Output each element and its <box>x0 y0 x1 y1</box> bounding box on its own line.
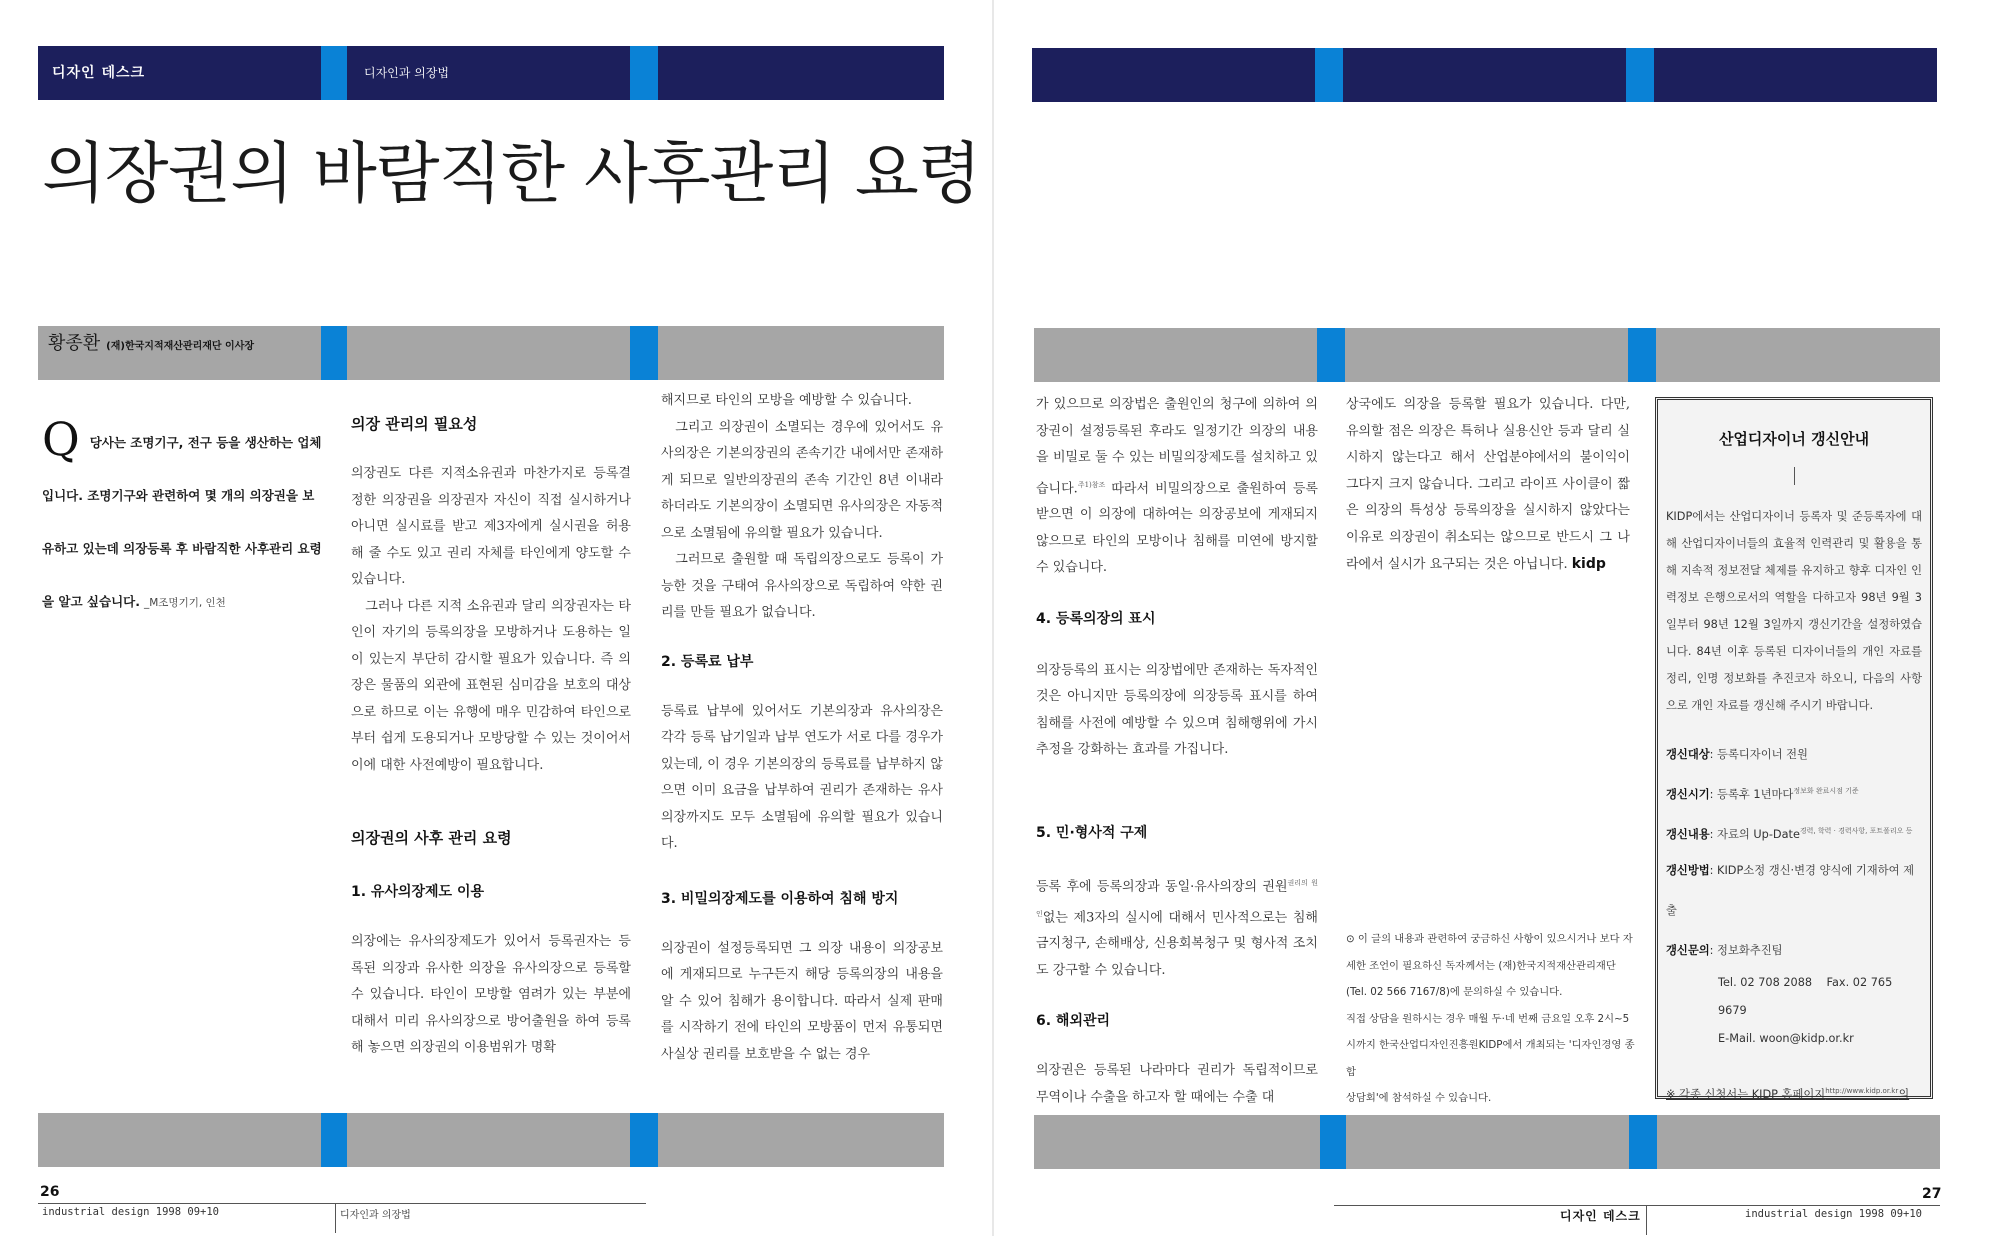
page-title: 의장권의 바람직한 사후관리 요령 <box>42 135 981 212</box>
footnote-marker: 권리의 원인 <box>1036 878 1318 918</box>
consultation-note <box>1346 926 1638 1138</box>
paragraph: 그리고 의장권이 소멸되는 경우에 있어서도 유사의장은 기본의장권의 존속기간 내에서만 존재하게 되므로 일반의장권의 존속 기간인 8년 이내라 하더라도 기본의장이 소멸되면 유사의장은 자동적으로 소멸됨에 유의할 필요가 있습니다. <box>661 419 943 541</box>
question-line: 입니다. 조명기구와 관련하여 몇 개의 의장권을 보 <box>42 488 315 503</box>
paragraph: 그러므로 출원할 때 독립의장으로도 등록이 가능한 것을 구태여 유사의장으로 독립하여 약한 권리를 만들 필요가 없습니다. <box>661 552 943 620</box>
topic-label: 디자인과 의장법 <box>364 66 449 80</box>
page-gutter <box>992 0 994 1236</box>
footer-rule <box>38 1203 646 1204</box>
paragraph: 의장권은 등록된 나라마다 권리가 독립적이므로 무역이나 수출을 하고자 할 때에는 수출 대 <box>1036 1063 1318 1105</box>
designer-renewal-notice <box>1655 397 1933 1099</box>
paragraph: 등록 후에 등록의장과 동일·유사의장의 권원$^{권리의 원인}$없는 제3자의 실시에 대해서 민사적으로는 침해금지청구, 손해배상, 신용회복청구 및 형사적 조치도 강구할 수 있습니다. <box>1036 878 1318 978</box>
notice-item: 갱신시기: 등록후 1년마다$^{정보화 완료시점 기준}$ <box>1666 786 1859 801</box>
note-line: 직접 상담을 원하시는 경우 매월 두·네 번째 금요일 오후 2시~5 <box>1346 1012 1630 1025</box>
author-affiliation: (재)한국지적재산관리재단 이사장 <box>106 341 255 352</box>
article-column-3 <box>661 388 943 1068</box>
note-line: 시까지 한국산업디자인진흥원KIDP에서 개최되는 '디자인경영 종합 <box>1346 1039 1635 1078</box>
article-column-4 <box>1036 392 1318 1111</box>
left-header-band <box>38 46 944 100</box>
paragraph: 그러나 다른 지적 소유권과 달리 의장권자는 타인이 자기의 등록의장을 모방하거나 도용하는 일이 있는지 부단히 감시할 필요가 있습니다. 즉 의장은 물품의 외관에 표현된 심미감을 보호의 대상으로 하므로 이는 유행에 매우 민감하여 타인으로부터 쉽게 도용되거나 모방당할 수 있는 것이어서 이에 대한 사전예방이 필요합니다. <box>351 598 631 773</box>
notice-item: 갱신문의: 정보화추진팀 <box>1666 943 1783 957</box>
notice-body: KIDP에서는 산업디자이너 등록자 및 준등록자에 대해 산업디자이너들의 효율적 인력관리 및 활용을 통해 지속적 정보전달 체제를 유지하고 향후 디자인 인력정보 은행으로서의 역할을 다하고자 98년 9월 3일부터 98년 12월 3일까지 갱신기간을 설정하였습니다. 84년 이후 등록된 디자이너들의 개인 자료를 정리, 인명 정보화를 추진코자 하오니, 다음의 사항으로 개인 자료를 갱신해 주시기 바랍니다. <box>1666 510 1922 712</box>
note-line: ⊙ 이 글의 내용과 관련하여 궁금하신 사항이 있으시거나 보다 자 <box>1346 933 1633 945</box>
contact-tel: Tel. 02 708 2088 <box>1718 975 1813 989</box>
notice-item: 갱신대상: 등록디자이너 전원 <box>1666 747 1808 761</box>
notice-items <box>1666 733 1922 969</box>
footer-divider <box>1646 1205 1647 1235</box>
magazine-issue: industrial design 1998 09+10 <box>1745 1208 1923 1220</box>
footer-section: 디자인 데스크 <box>1560 1209 1641 1223</box>
question-source: _M조명기기, 인천 <box>143 597 226 609</box>
question-line: 을 알고 싶습니다. _M조명기기, 인천 <box>42 594 226 609</box>
section-label: 디자인 데스크 <box>52 65 146 81</box>
subsection-heading: 3. 비밀의장제도를 이용하여 침해 방지 <box>661 890 899 907</box>
right-column-band <box>1034 328 1940 382</box>
paragraph: 의장권이 설정등록되면 그 의장 내용이 의장공보에 게재되므로 누구든지 해당 등록의장의 내용을 알 수 있어 침해가 용이합니다. 따라서 실제 판매를 시작하기 전에 타인의 모방품이 먼저 유통되면 사실상 권리를 보호받을 수 없는 경우 <box>661 940 943 1062</box>
contact-email: E-Mail. woon@kidp.or.kr <box>1718 1031 1854 1045</box>
paragraph: 의장에는 유사의장제도가 있어서 등록권자는 등록된 의장과 유사한 의장을 유사의장으로 등록할 수 있습니다. 타인이 모방할 염려가 있는 부분에 대해서 미리 유사의장으로 방어출원을 하여 등록해 놓으면 의장권의 이용범위가 명확 <box>351 934 631 1055</box>
author-name: 황종환 <box>48 333 101 354</box>
subsection-heading: 6. 해외관리 <box>1036 1013 1111 1030</box>
question-drop-cap: Q <box>42 412 80 466</box>
right-footer-band <box>1034 1115 1940 1169</box>
notice-title: 산업디자이너 갱신안내 <box>1718 430 1870 448</box>
section-heading: 의장 관리의 필요성 <box>351 415 478 433</box>
article-column-5 <box>1346 392 1630 579</box>
right-header-band <box>1032 48 1937 102</box>
paragraph: 등록료 납부에 있어서도 기본의장과 유사의장은 각각 등록 납기일과 납부 연도가 서로 다를 경우가 있는데, 이 경우 기본의장의 등록료를 납부하지 않으면 이미 요금을 납부하여 권리가 존재하는 유사의장까지도 모두 소멸됨에 유의할 필요가 있습니다. <box>661 703 943 851</box>
magazine-issue: industrial design 1998 09+10 <box>42 1206 220 1218</box>
reader-question <box>42 412 330 630</box>
page-number-left: 26 <box>40 1184 60 1200</box>
kidp-end-mark: kidp <box>1571 556 1606 572</box>
page-number-right: 27 <box>1922 1186 1942 1202</box>
footer-section: 디자인과 의장법 <box>340 1210 411 1221</box>
footnote-marker: 주1)참조 <box>1077 480 1106 489</box>
paragraph: 가 있으므로 의장법은 출원인의 청구에 의하여 의장권이 설정등록된 후라도 일정기간 의장의 내용을 비밀로 둘 수 있는 비밀의장제도를 설치하고 있습니다.$^{주1)참조}$ 따라서 비밀의장으로 출원하여 등록 받으면 이 의장에 대하여는 의장공보에 게재되지 않으므로 타인의 모방이나 침해를 미연에 방지할 수 있습니다. <box>1036 397 1318 576</box>
section-heading: 의장권의 사후 관리 요령 <box>351 829 512 847</box>
paragraph: 의장권도 다른 지적소유권과 마찬가지로 등록결정한 의장권을 의장권자 자신이 직접 실시하거나 아니면 실시료를 받고 제3자에게 실시권을 허용해 줄 수도 있고 권리 자체를 타인에게 양도할 수 있습니다. <box>351 466 631 587</box>
notice-item: 갱신방법: KIDP소정 갱신·변경 양식에 기재하여 제출 <box>1666 864 1915 918</box>
footer-rule <box>1334 1205 1940 1206</box>
notice-contact <box>1666 969 1922 1053</box>
paragraph: 의장등록의 표시는 의장법에만 존재하는 독자적인 것은 아니지만 등록의장에 의장등록 표시를 하여 침해를 사전에 예방할 수 있으며 침해행위에 가시 추정을 강화하는 효과를 가집니다. <box>1036 662 1318 758</box>
left-footer-band <box>38 1113 944 1167</box>
article-column-2 <box>351 413 631 1062</box>
paragraph: 상국에도 의장을 등록할 필요가 있습니다. 다만, 유의할 점은 의장은 특허나 실용신안 등과 달리 실시하지 않는다고 해서 산업분야에서의 불이익이 그다지 크지 않습니다. 그리고 라이프 사이클이 짧은 의장의 특성상 등록의장을 실시하지 않았다는 이유로 의장권이 취소되는 않으므로 반드시 그 나라에서 실시가 요구되는 것은 아닙니다. kidp <box>1346 397 1630 572</box>
notice-divider <box>1794 467 1795 485</box>
question-line: 당사는 조명기구, 전구 등을 생산하는 업체 <box>89 435 322 450</box>
contact-fax: Fax. 02 765 9679 <box>1718 975 1893 1017</box>
question-line: 유하고 있는데 의장등록 후 바람직한 사후관리 요령 <box>42 541 322 556</box>
subsection-heading: 2. 등록료 납부 <box>661 653 754 670</box>
notice-item: 갱신내용: 자료의 Up-Date$^{경력, 학력 \cdot 경력사항, 포트폴리오 등}$ <box>1666 826 1913 841</box>
subsection-heading: 1. 유사의장제도 이용 <box>351 884 484 900</box>
note-line: (Tel. 02 566 7167/8)에 문의하실 수 있습니다. <box>1346 986 1563 998</box>
notice-footnote: ※ 각종 신청서는 KIDP 홈페이지$^{http://www.kidp.or.kr}$의 <box>1666 1086 1910 1101</box>
subsection-heading: 5. 민·형사적 구제 <box>1036 824 1148 841</box>
author-byline <box>48 329 254 355</box>
note-line: 세한 조언이 필요하신 독자께서는 (재)한국지적재산관리재단 <box>1346 959 1616 972</box>
homepage-url: http://www.kidp.or.kr <box>1825 1086 1899 1095</box>
note-line: 상담회'에 참석하실 수 있습니다. <box>1346 1092 1492 1104</box>
subsection-heading: 4. 등록의장의 표시 <box>1036 610 1156 627</box>
paragraph: 해지므로 타인의 모방을 예방할 수 있습니다. <box>661 393 912 408</box>
footer-divider <box>335 1203 336 1233</box>
